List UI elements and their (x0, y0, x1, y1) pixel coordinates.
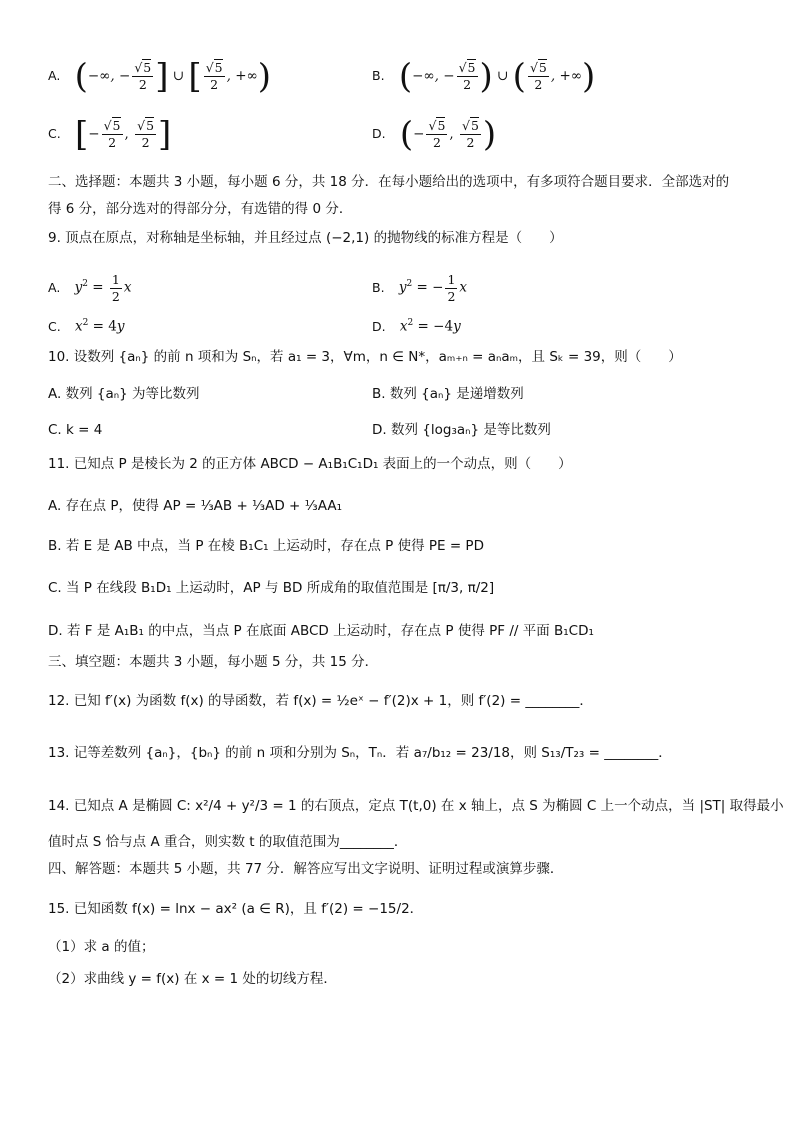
q15-part1: （1）求 a 的值； (48, 939, 155, 955)
section4-heading: 四、解答题：本题共 5 小题，共 77 分．解答应写出文字说明、证明过程或演算步骤． (48, 861, 564, 877)
option-label: B. (372, 68, 385, 83)
q13-stem: 13. 记等差数列 {aₙ}，{bₙ} 的前 n 项和分别为 Sₙ，Tₙ．若 a₇/b₁₂ = 23/18，则 S₁₃/T₂₃ = ________． (48, 745, 672, 761)
option-label: C. (48, 126, 61, 141)
q15-part2: （2）求曲线 y = f(x) 在 x = 1 处的切线方程． (48, 971, 337, 987)
q10-option-c: C. k = 4 (48, 422, 103, 438)
option-label: C. (48, 318, 61, 334)
option-label: B. (372, 279, 385, 295)
q9-option-b: B. $y^2$ = − $\frac{1}{2}$ x (372, 271, 468, 304)
q10-stem: 10. 设数列 {aₙ} 的前 n 项和为 Sₙ，若 a₁ = 3，∀m，n ∈ N*，aₘ₊ₙ = aₙaₘ，且 Sₖ = 39，则（ ） (48, 349, 682, 365)
q15-stem: 15. 已知函数 f(x) = lnx − ax² (a ∈ R)，且 f′(2) = −15/2． (48, 901, 424, 917)
q8-option-a: A. (−∞, − $\frac{√5}{2}$ ] ∪ [ $\frac{√5}{2}$ , +∞) (48, 56, 272, 97)
q12-stem: 12. 已知 f′(x) 为函数 f(x) 的导函数，若 f(x) = ½eˣ − f′(2)x + 1，则 f′(2) = ________． (48, 693, 593, 709)
q8-option-b: B. (−∞, − $\frac{√5}{2}$ ) ∪ ( $\frac{√5}{2}$ , +∞) (372, 56, 596, 97)
q11-option-a: A. 存在点 P，使得 AP = ⅓AB + ⅓AD + ⅓AA₁ (48, 498, 343, 514)
q10-option-b: B. 数列 {aₙ} 是递增数列 (372, 386, 524, 402)
q9-option-d: D. $x^2 = -4y$ (372, 318, 461, 335)
q11-option-c: C. 当 P 在线段 B₁D₁ 上运动时，AP 与 BD 所成角的取值范围是 [π/3, π/2] (48, 580, 495, 596)
q11-stem: 11. 已知点 P 是棱长为 2 的正方体 ABCD − A₁B₁C₁D₁ 表面上的一个动点，则（ ） (48, 456, 572, 472)
section3-heading: 三、填空题：本题共 3 小题，每小题 5 分，共 15 分． (48, 654, 379, 670)
option-label: A. (48, 279, 61, 295)
option-label: D. (372, 318, 386, 334)
q9-option-c: C. $x^2 = 4y$ (48, 318, 125, 335)
option-label: D. (372, 126, 386, 141)
q8-option-c: C. [− $\frac{√5}{2}$ , $\frac{√5}{2}$ ] (48, 114, 172, 155)
q11-option-b: B. 若 E 是 AB 中点，当 P 在棱 B₁C₁ 上运动时，存在点 P 使得 PE = PD (48, 538, 484, 554)
q10-option-a: A. 数列 {aₙ} 为等比数列 (48, 386, 200, 402)
q9-option-a: A. $y^2$ = $\frac{1}{2}$ x (48, 271, 132, 304)
section2-line2: 得 6 分，部分选对的得部分分，有选错的得 0 分． (48, 201, 353, 217)
q8-option-d: D. (− $\frac{√5}{2}$ , $\frac{√5}{2}$ ) (372, 114, 497, 155)
q14-line1: 14. 已知点 A 是椭圆 C: x²/4 + y²/3 = 1 的右顶点，定点 T(t,0) 在 x 轴上，点 S 为椭圆 C 上一个动点，当 |ST| 取得最小 (48, 798, 784, 814)
section2-line1: 二、选择题：本题共 3 小题，每小题 6 分，共 18 分．在每小题给出的选项中，有多项符合题目要求．全部选对的 (48, 174, 730, 190)
q10-option-d: D. 数列 {log₃aₙ} 是等比数列 (372, 422, 551, 438)
q14-line2: 值时点 S 恰与点 A 重合，则实数 t 的取值范围为________． (48, 834, 408, 850)
option-label: A. (48, 68, 61, 83)
q9-stem: 9. 顶点在原点，对称轴是坐标轴，并且经过点 (−2,1) 的抛物线的标准方程是（ ） (48, 230, 563, 246)
q11-option-d: D. 若 F 是 A₁B₁ 的中点，当点 P 在底面 ABCD 上运动时，存在点 P 使得 PF // 平面 B₁CD₁ (48, 623, 594, 639)
